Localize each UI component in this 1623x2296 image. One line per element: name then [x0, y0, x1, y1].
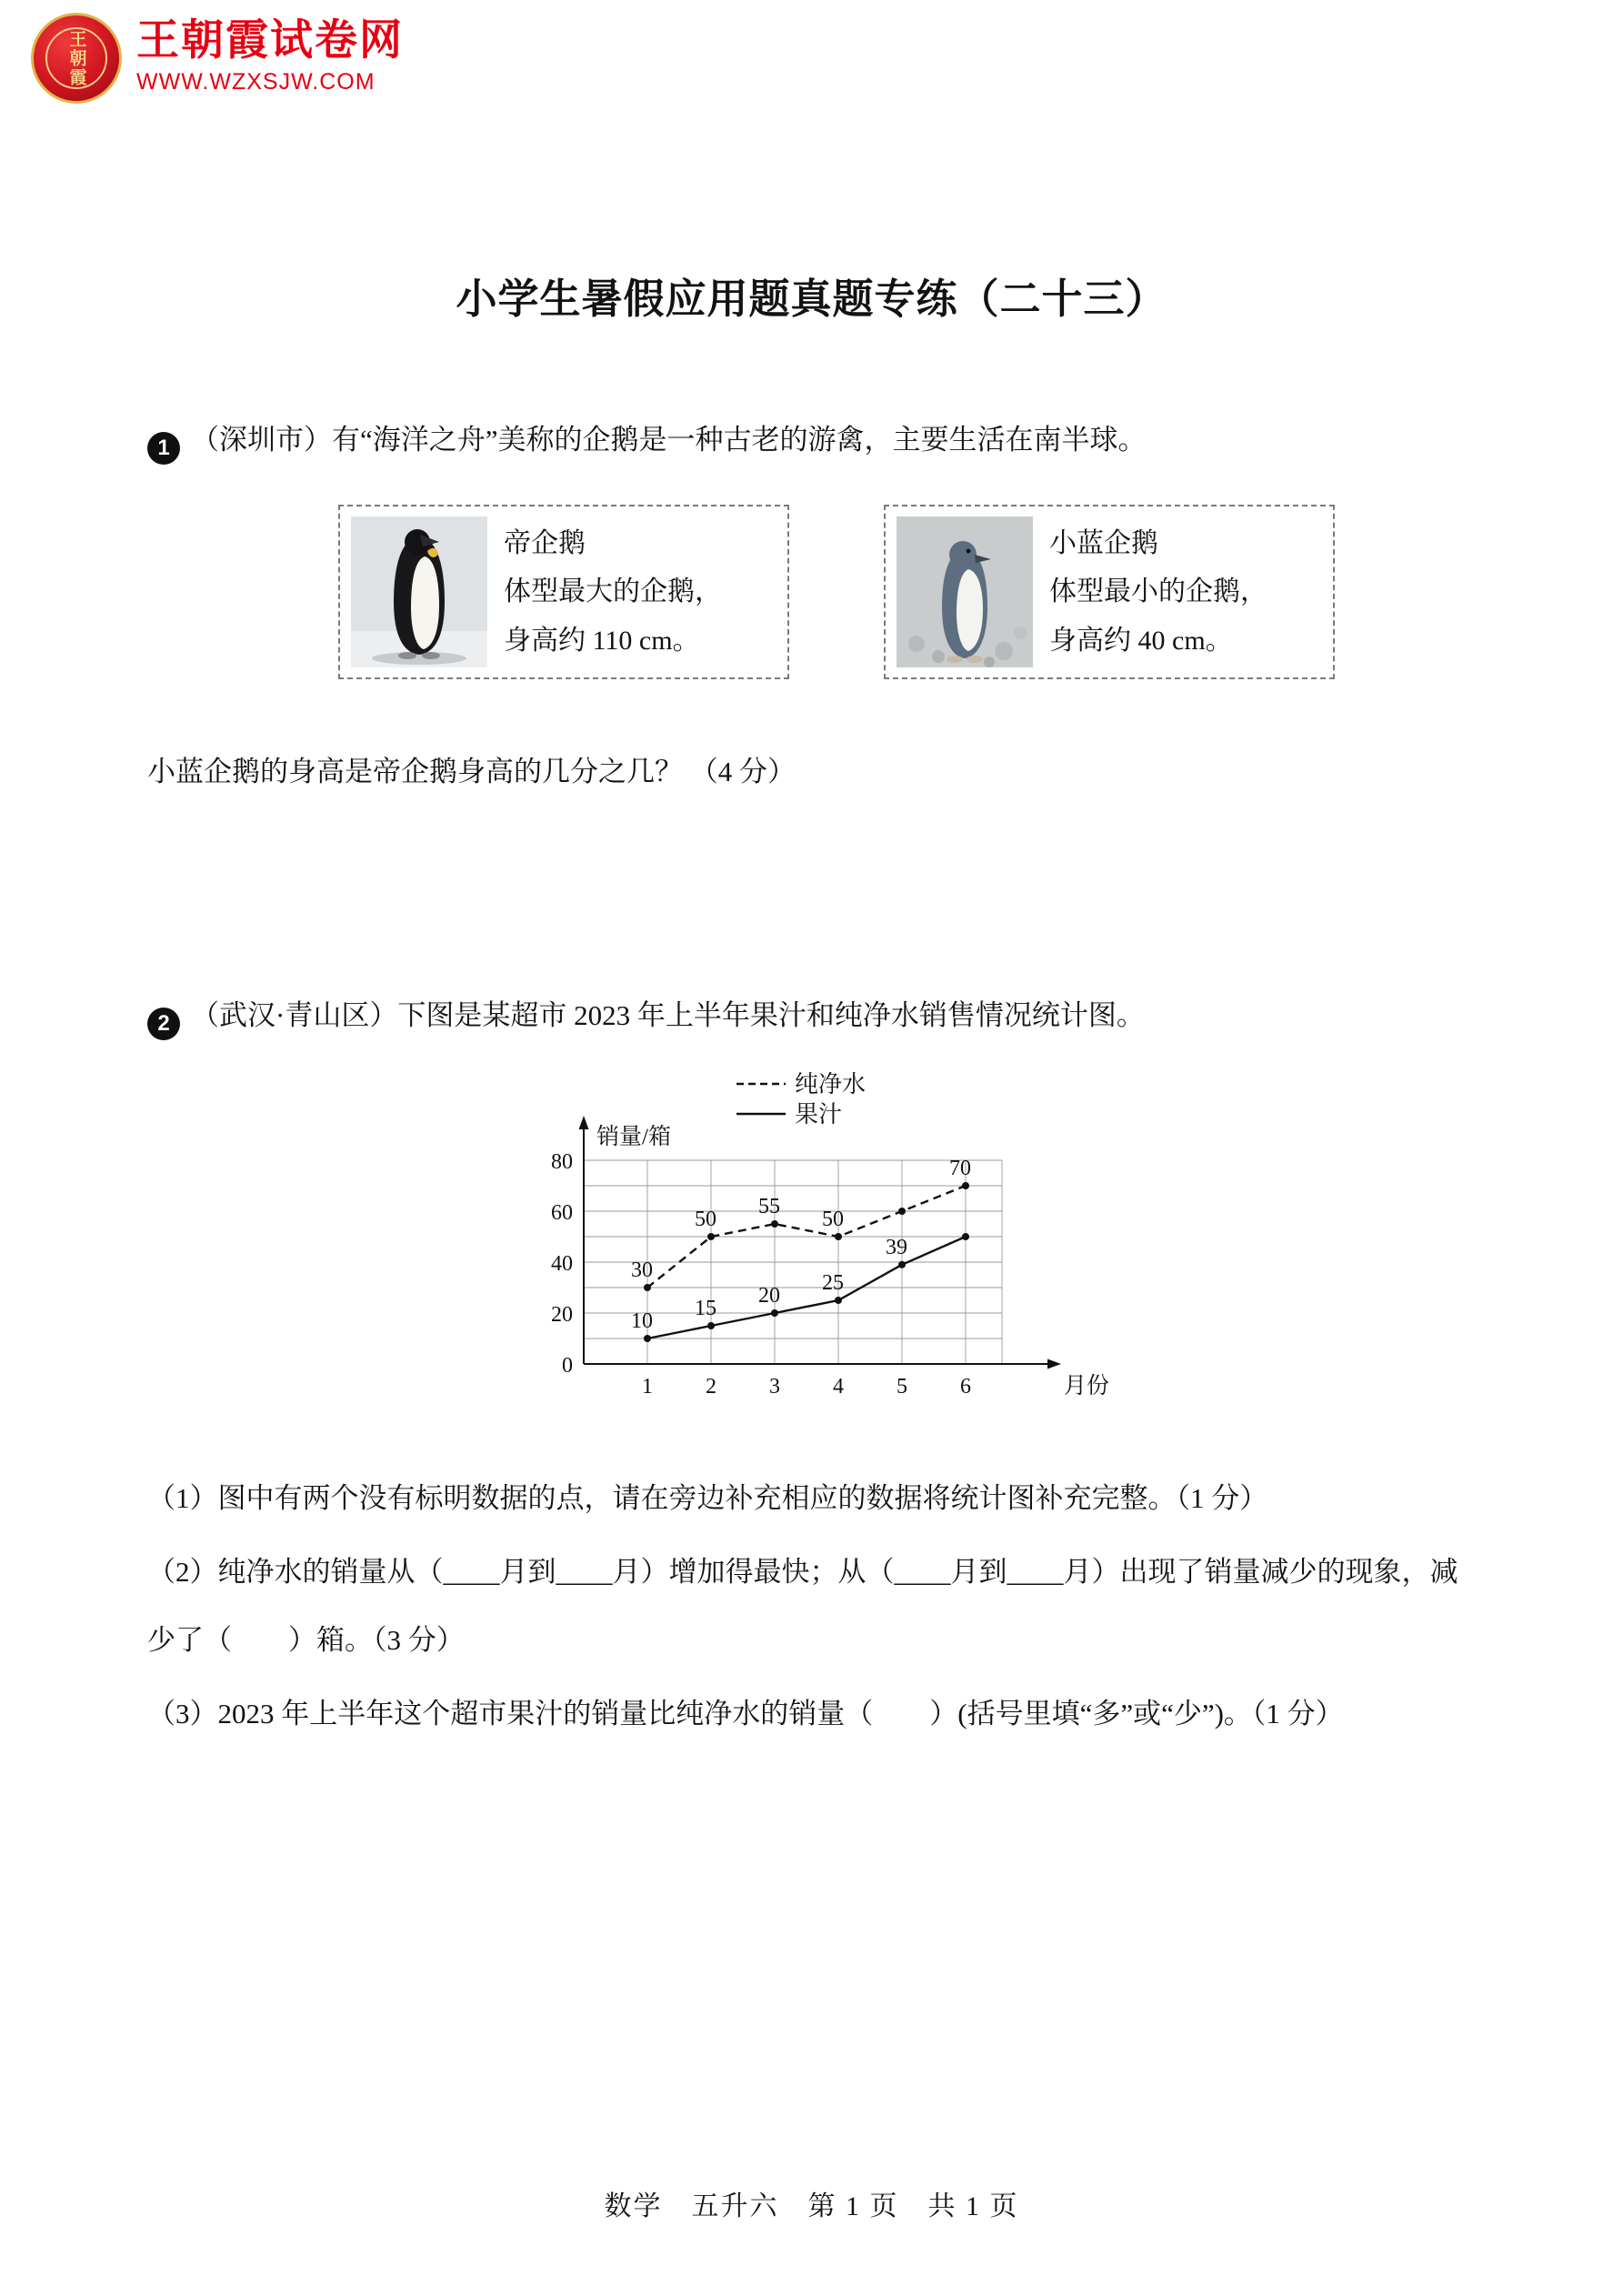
- svg-text:月份: 月份: [1064, 1374, 1110, 1399]
- svg-text:55: 55: [758, 1195, 780, 1219]
- question-2-intro-text: （武汉·青山区）下图是某超市 2023 年上半年果汁和纯净水销售情况统计图。: [191, 999, 1145, 1032]
- svg-text:50: 50: [695, 1208, 716, 1232]
- svg-text:1: 1: [642, 1375, 653, 1399]
- svg-text:5: 5: [897, 1375, 907, 1399]
- svg-text:70: 70: [949, 1157, 971, 1181]
- emperor-penguin-illustration: [351, 516, 487, 667]
- page-footer: 数学 五升六 第 1 页 共 1 页: [604, 2191, 1019, 2221]
- svg-text:果汁: 果汁: [795, 1101, 843, 1128]
- svg-text:2: 2: [706, 1375, 716, 1399]
- question-1-number-badge: 1: [147, 432, 180, 465]
- svg-text:50: 50: [822, 1208, 844, 1232]
- svg-text:6: 6: [960, 1375, 971, 1399]
- little-blue-penguin-text: [1049, 519, 1267, 665]
- svg-text:60: 60: [551, 1201, 573, 1226]
- svg-text:纯净水: 纯净水: [795, 1071, 867, 1098]
- little-blue-penguin-photo: [897, 516, 1033, 667]
- brand-text: [136, 13, 404, 95]
- svg-text:销量/箱: 销量/箱: [596, 1125, 671, 1150]
- question-1-intro: [147, 417, 1476, 465]
- svg-text:25: 25: [822, 1271, 844, 1296]
- svg-text:0: 0: [562, 1354, 573, 1379]
- svg-text:40: 40: [551, 1252, 573, 1277]
- penguin-height: 身高约 40 cm。: [1049, 625, 1233, 656]
- emperor-penguin-photo: [351, 516, 487, 667]
- penguin-name: 帝企鹅: [504, 528, 586, 559]
- site-logo-text: 王朝霞: [45, 27, 107, 89]
- svg-text:4: 4: [833, 1375, 844, 1399]
- svg-text:3: 3: [769, 1375, 780, 1399]
- site-name: 王朝霞试卷网: [136, 17, 404, 65]
- question-2-sub3: （3）2023 年上半年这个超市果汁的销量比纯净水的销量（ ）(括号里填“多”或“少”)。（1 分）: [147, 1698, 1344, 1730]
- penguin-cards: [338, 505, 1476, 679]
- svg-text:20: 20: [758, 1284, 780, 1308]
- question-2: [147, 993, 1476, 1748]
- svg-text:15: 15: [695, 1297, 716, 1321]
- penguin-desc: 体型最小的企鹅，: [1049, 577, 1267, 607]
- site-header: [31, 13, 404, 104]
- question-1-ask: 小蓝企鹅的身高是帝企鹅身高的几分之几？ （4 分）: [147, 756, 796, 788]
- worksheet-title: 小学生暑假应用题真题专练（二十三）: [456, 276, 1167, 322]
- svg-text:80: 80: [551, 1150, 573, 1175]
- question-2-sub2: （2）纯净水的销量从（____月到____月）增加得最快；从（____月到____月）出现了销量减少的现象，减少了（ ）箱。（3 分）: [147, 1556, 1458, 1657]
- penguin-height: 身高约 110 cm。: [504, 625, 700, 656]
- svg-text:10: 10: [631, 1309, 653, 1334]
- question-2-intro: [147, 993, 1476, 1040]
- svg-text:30: 30: [631, 1258, 653, 1283]
- question-2-number-badge: 2: [147, 1008, 180, 1040]
- penguin-card-little-blue: [884, 505, 1335, 679]
- sales-line-chart-svg: [511, 1064, 1111, 1428]
- question-2-sub1: （1）图中有两个没有标明数据的点，请在旁边补充相应的数据将统计图补充完整。（1 分）: [147, 1482, 1268, 1515]
- question-1-intro-text: （深圳市）有“海洋之舟”美称的企鹅是一种古老的游禽，主要生活在南半球。: [191, 424, 1147, 456]
- site-url: WWW.WZXSJW.COM: [136, 68, 376, 95]
- emperor-penguin-text: [504, 519, 722, 665]
- little-blue-penguin-illustration: [897, 516, 1033, 667]
- penguin-desc: 体型最大的企鹅，: [504, 577, 722, 607]
- svg-text:39: 39: [886, 1236, 907, 1260]
- penguin-card-emperor: [338, 505, 789, 679]
- sales-line-chart: [511, 1064, 1111, 1428]
- svg-text:20: 20: [551, 1303, 573, 1328]
- site-logo-icon: [31, 13, 122, 104]
- penguin-name: 小蓝企鹅: [1049, 528, 1158, 559]
- question-1: [147, 417, 1476, 789]
